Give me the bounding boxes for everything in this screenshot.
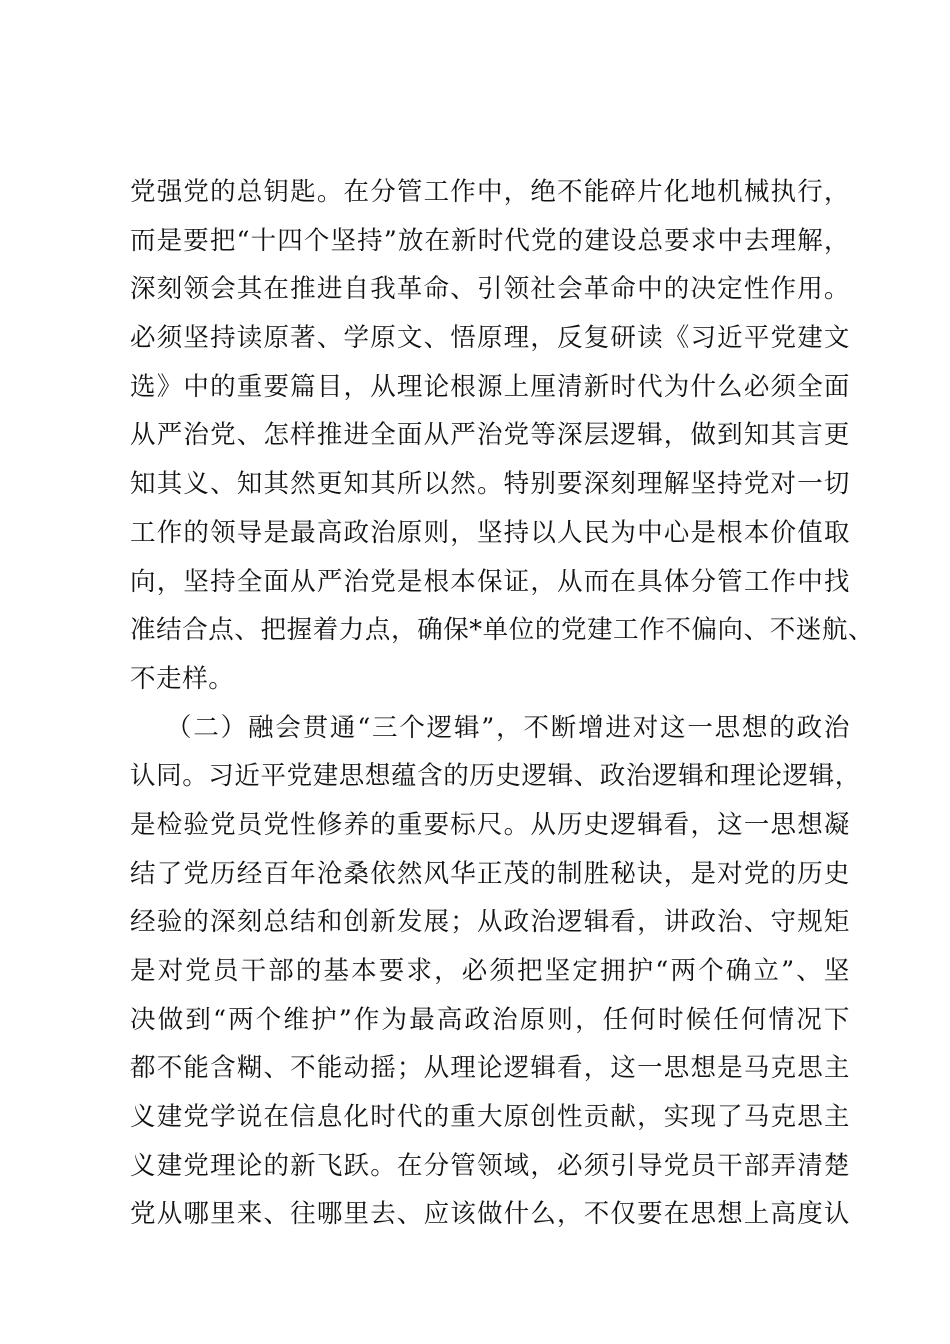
text-line: 知其义、知其然更知其所以然。特别要深刻理解坚持党对一切 <box>130 469 850 500</box>
text-line: 从严治党、怎样推进全面从严治党等深层逻辑，做到知其言更 <box>130 420 850 451</box>
text-line: 决做到“两个维护”作为最高政治原则，任何时候任何情况下 <box>130 1004 850 1035</box>
text-line: 选》中的重要篇目，从理论根源上厘清新时代为什么必须全面 <box>130 371 850 402</box>
text-line: 准结合点、把握着力点，确保*单位的党建工作不偏向、不迷航、 <box>130 615 875 646</box>
text-line: 义建党理论的新飞跃。在分管领域，必须引导党员干部弄清楚 <box>130 1150 850 1181</box>
text-line: 党强党的总钥匙。在分管工作中，绝不能碎片化地机械执行， <box>130 177 850 207</box>
text-line: 经验的深刻总结和创新发展；从政治逻辑看，讲政治、守规矩 <box>130 907 850 938</box>
text-line: 深刻领会其在推进自我革命、引领社会革命中的决定性作用。 <box>130 274 850 305</box>
text-line: 是检验党员党性修养的重要标尺。从历史逻辑看，这一思想凝 <box>130 809 850 840</box>
text-line: 义建党学说在信息化时代的重大原创性贡献，实现了马克思主 <box>130 1102 850 1133</box>
text-line: 是对党员干部的基本要求，必须把坚定拥护“两个确立”、坚 <box>130 956 850 986</box>
section-heading-line: （二）融会贯通“三个逻辑”，不断增进对这一思想的政治 <box>166 712 850 743</box>
text-line: 必须坚持读原著、学原文、悟原理，反复研读《习近平党建文 <box>130 323 850 354</box>
text-line: 不走样。 <box>130 663 235 694</box>
text-line: 工作的领导是最高政治原则，坚持以人民为中心是根本价值取 <box>130 517 850 548</box>
text-line: 结了党历经百年沧桑依然风华正茂的制胜秘诀，是对党的历史 <box>130 858 850 889</box>
text-line: 而是要把“十四个坚持”放在新时代党的建设总要求中去理解， <box>130 225 850 256</box>
text-line: 向，坚持全面从严治党是根本保证，从而在具体分管工作中找 <box>130 566 850 597</box>
body-text <box>130 168 875 1239</box>
text-line: 都不能含糊、不能动摇；从理论逻辑看，这一思想是马克思主 <box>130 1053 850 1084</box>
text-line: 认同。习近平党建思想蕴含的历史逻辑、政治逻辑和理论逻辑， <box>130 761 861 792</box>
text-line: 党从哪里来、往哪里去、应该做什么，不仅要在思想上高度认 <box>130 1199 850 1230</box>
